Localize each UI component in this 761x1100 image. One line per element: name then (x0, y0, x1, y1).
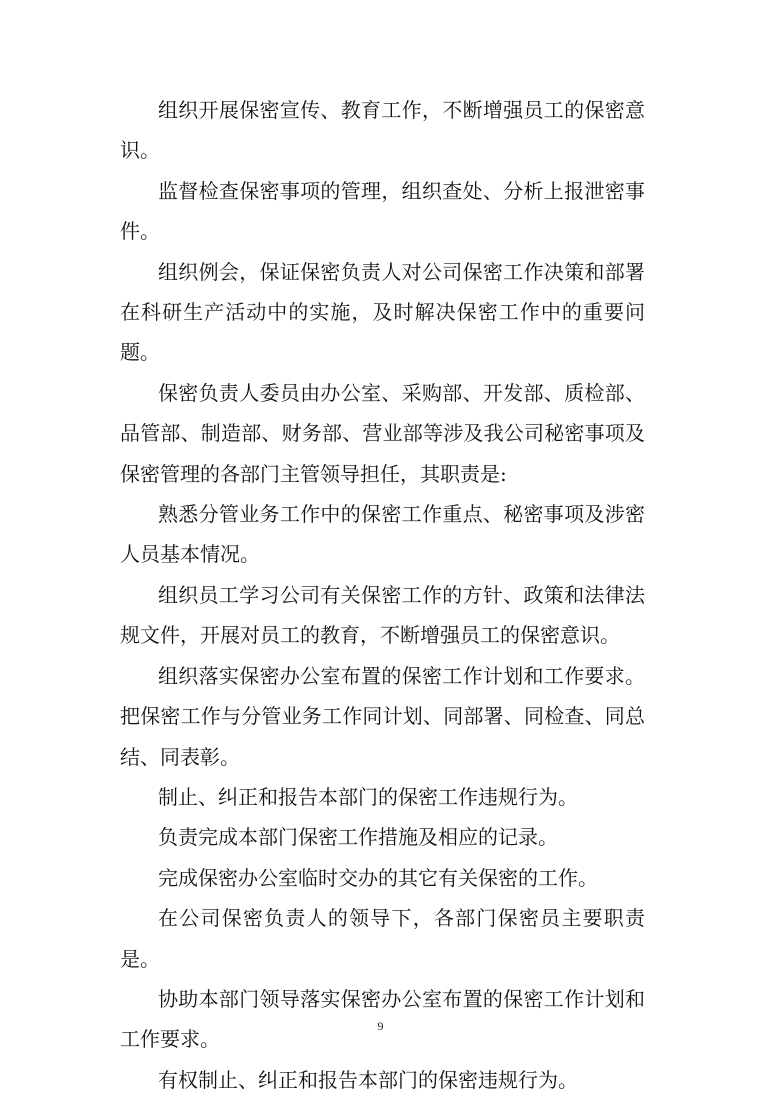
paragraph-12: 协助本部门领导落实保密办公室布置的保密工作计划和工作要求。 (120, 986, 645, 1052)
paragraph-1: 组织开展保密宣传、教育工作，不断增强员工的保密意识。 (120, 98, 645, 163)
paragraph-11: 在公司保密负责人的领导下，各部门保密员主要职责是。 (120, 906, 645, 971)
page-number: 9 (377, 1019, 384, 1033)
paragraph-13: 有权制止、纠正和报告本部门的保密违规行为。 (158, 1067, 578, 1092)
document-body (120, 90, 645, 1100)
paragraph-2: 监督检查保密事项的管理，组织查处、分析上报泄密事件。 (120, 178, 645, 244)
paragraph-5: 熟悉分管业务工作中的保密工作重点、秘密事项及涉密人员基本情况。 (120, 502, 645, 567)
paragraph-6: 组织员工学习公司有关保密工作的方针、政策和法律法规文件，开展对员工的教育，不断增强员工的保密意识。 (120, 582, 645, 648)
paragraph-8: 制止、纠正和报告本部门的保密工作违规行为。 (158, 784, 578, 809)
paragraph-3: 组织例会，保证保密负责人对公司保密工作决策和部署在科研生产活动中的实施，及时解决保密工作中的重要问题。 (120, 259, 645, 365)
paragraph-7: 组织落实保密办公室布置的保密工作计划和工作要求。把保密工作与分管业务工作同计划、同部署、同检查、同总结、同表彰。 (120, 663, 645, 769)
paragraph-9: 负责完成本部门保密工作措施及相应的记录。 (158, 825, 558, 850)
paragraph-4: 保密负责人委员由办公室、采购部、开发部、质检部、品管部、制造部、财务部、营业部等涉及我公司秘密事项及保密管理的各部门主管领导担任，其职责是: (120, 380, 645, 486)
paragraph-10: 完成保密办公室临时交办的其它有关保密的工作。 (158, 865, 598, 890)
